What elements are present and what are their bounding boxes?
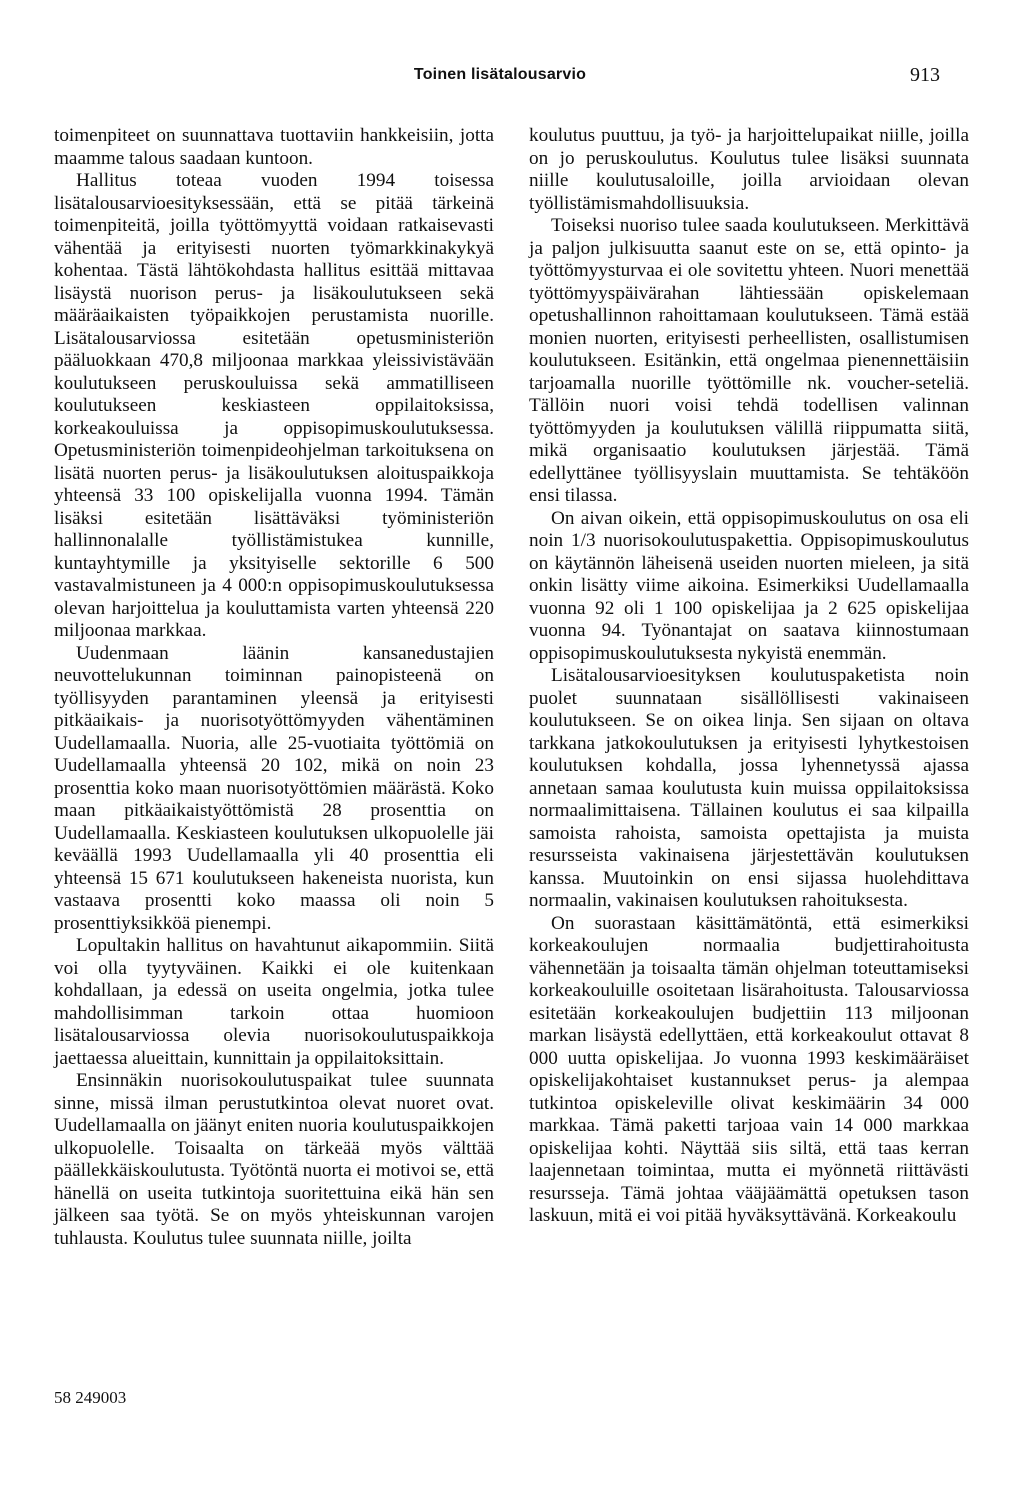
paragraph: Lisätalousarvioesityksen koulutuspaketista noin puolet suunnataan sisällöllisesti vakinaiseen koulutukseen. Se on oikea linja. Sen sijaan on oltava tarkkana jatkokoulutuksen ja erityisesti lyhytkestoisen koulutuksen kohdalla, jossa lyhennetyssä ajassa annetaan samaa koulutusta kuin muissa oppilaitoksissa normaalimittaisena. Tällainen koulutus ei saa kilpailla samoista rahoista, samoista opettajista ja muista resursseista vakinaisena järjestettävän koulutuksen kanssa. Muutoinkin on ensi sijassa huolehdittava normaalin, vakinaisen koulutuksen rahoituksesta.	[529, 665, 969, 911]
paragraph: Ensinnäkin nuorisokoulutuspaikat tulee suunnata sinne, missä ilman perustutkintoa olevat nuoret ovat. Uudellamaalla on jäänyt eniten nuoria koulutuspaikkojen ulkopuolelle. Toisaalta on tärkeää myös välttää päällekkäiskoulutusta. Työtöntä nuorta ei motivoi se, että hänellä on useita tutkintoja suoritettuina eikä hän sen jälkeen saa työtä. Se on myös yhteiskunnan varojen tuhlausta. Koulutus tulee suunnata niille, joilta	[54, 1070, 494, 1249]
paragraph: koulutus puuttuu, ja työ- ja harjoittelupaikat niille, joilla on jo peruskoulutus. Koulutus tulee lisäksi suunnata niille koulutusaloille, joilla arvioidaan olevan työllistämismahdollisuuksia.	[529, 125, 969, 214]
paragraph: Toiseksi nuoriso tulee saada koulutukseen. Merkittävä ja paljon julkisuutta saanut este on se, että opinto- ja työttömyysturvaa ei ole sovitettu yhteen. Nuori menettää työttömyyspäivärahan lähtiessään opiskelemaan opetushallinnon rahoittamaan koulutukseen. Tämä estää monien nuorten, erityisesti perheellisten, osallistumisen koulutukseen. Esitänkin, että ongelmaa pienennettäisiin tarjoamalla nuorille työttömille nk. voucher-seteliä. Tällöin nuori voisi tehdä todellisen valinnan työttömyyden ja koulutuksen välillä riippumatta siitä, mikä organisaatio koulutuksen järjestää. Tämä edellyttänee työllisyyslain muuttamista. Se tehtäköön ensi tilassa.	[529, 215, 969, 506]
page-number: 913	[910, 64, 940, 86]
left-column	[54, 125, 494, 1250]
paragraph: On suorastaan käsittämätöntä, että esimerkiksi korkeakoulujen normaalia budjettirahoitusta vähennetään ja toisaalta tämän ohjelman toteuttamiseksi korkeakouluille osoitetaan lisärahoitusta. Talousarviossa esitetään korkeakoulujen budjettiin 113 miljoonan markan lisäystä edellyttäen, että korkeakoulut ottavat 8 000 uutta opiskelijaa. Jo vuonna 1993 keskimääräiset opiskelijakohtaiset kustannukset perus- ja alempaa tutkintoa opiskeleville olivat keskimäärin 34 000 markkaa. Tämä paketti tarjoaa vain 14 000 markkaa opiskelijaa kohti. Näyttää siis siltä, että taas kerran laajennetaan toimintaa, mutta ei myönnetä riittävästi resursseja. Tämä johtaa vääjäämättä opetuksen tason laskuun, mitä ei voi pitää hyväksyttävänä. Korkeakoulu	[529, 912, 969, 1226]
paragraph: On aivan oikein, että oppisopimuskoulutus on osa eli noin 1/3 nuorisokoulutuspakettia. Oppisopimuskoulutus on käytännön läheisenä useiden nuorten mieleen, ja sitä onkin lisätty viime aikoina. Esimerkiksi Uudellamaalla vuonna 92 oli 1 100 opiskelijaa ja 2 625 opiskelijaa vuonna 94. Työnantajat on saatava kiinnostumaan oppisopimuskoulutuksesta nykyistä enemmän.	[529, 507, 969, 664]
paragraph: Uudenmaan läänin kansanedustajien neuvottelukunnan toiminnan painopisteenä on työllisyyden parantaminen yleensä ja erityisesti pitkäaikais- ja nuorisotyöttömyyden vähentäminen Uudellamaalla. Nuoria, alle 25-vuotiaita työttömiä on Uudellamaalla yhteensä 20 102, mikä on noin 23 prosenttia koko maan nuorisotyöttömien määrästä. Koko maan pitkäaikaistyöttömistä 28 prosenttia on Uudellamaalla. Keskiasteen koulutuksen ulkopuolelle jäi keväällä 1993 Uudellamaalla yli 40 prosenttia eli yhteensä 15 671 koulutukseen hakeneista nuorista, kun vastaava prosentti koko maassa oli noin 5 prosenttiyksikköä pienempi.	[54, 642, 494, 934]
paragraph: toimenpiteet on suunnattava tuottaviin hankkeisiin, jotta maamme talous saadaan kuntoon.	[54, 125, 494, 169]
paragraph: Hallitus toteaa vuoden 1994 toisessa lisätalousarvioesityksessään, että se pitää tärkeinä toimenpiteitä, joilla työttömyyttä voidaan ratkaisevasti vähentää ja erityisesti nuorten työmarkkinakykyä kohentaa. Tästä lähtökohdasta hallitus esittää mittavaa lisäystä nuorison perus- ja lisäkoulutukseen sekä määräaikaisten työpaikkojen perustamista nuorille. Lisätalousarviossa esitetään opetusministeriön pääluokkaan 470,8 miljoonaa markkaa yleissivistävään koulutukseen peruskouluissa sekä ammatilliseen koulutukseen keskiasteen oppilaitoksissa, korkeakouluissa ja oppisopimuskoulutuksessa. Opetusministeriön toimenpideohjelman tarkoituksena on lisätä nuorten perus- ja lisäkoulutuksen aloituspaikkoja yhteensä 33 100 opiskelijalla vuonna 1994. Tämän lisäksi esitetään lisättäväksi työministeriön hallinnonalalle työllistämistukea kunnille, kuntayhtymille ja yksityiselle sektorille 6 500 vastavalmistuneen ja 4 000:n oppisopimuskoulutuksessa olevan harjoittelua ja kouluttamista varten yhteensä 220 miljoonaa markkaa.	[54, 170, 494, 641]
running-header: Toinen lisätalousarvio	[413, 66, 587, 83]
right-column	[529, 125, 969, 1228]
paragraph: Lopultakin hallitus on havahtunut aikapommiin. Siitä voi olla tyytyväinen. Kaikki ei ole kuitenkaan kohdallaan, ja edessä on useita ongelmia, jotka tulee mahdollisimman tarkoin ottaa huomioon lisätalousarviossa olevia nuorisokoulutuspaikkoja jaettaessa alueittain, kunnittain ja oppilaitoksittain.	[54, 935, 494, 1069]
footer-print-code: 58 249003	[54, 1388, 127, 1407]
